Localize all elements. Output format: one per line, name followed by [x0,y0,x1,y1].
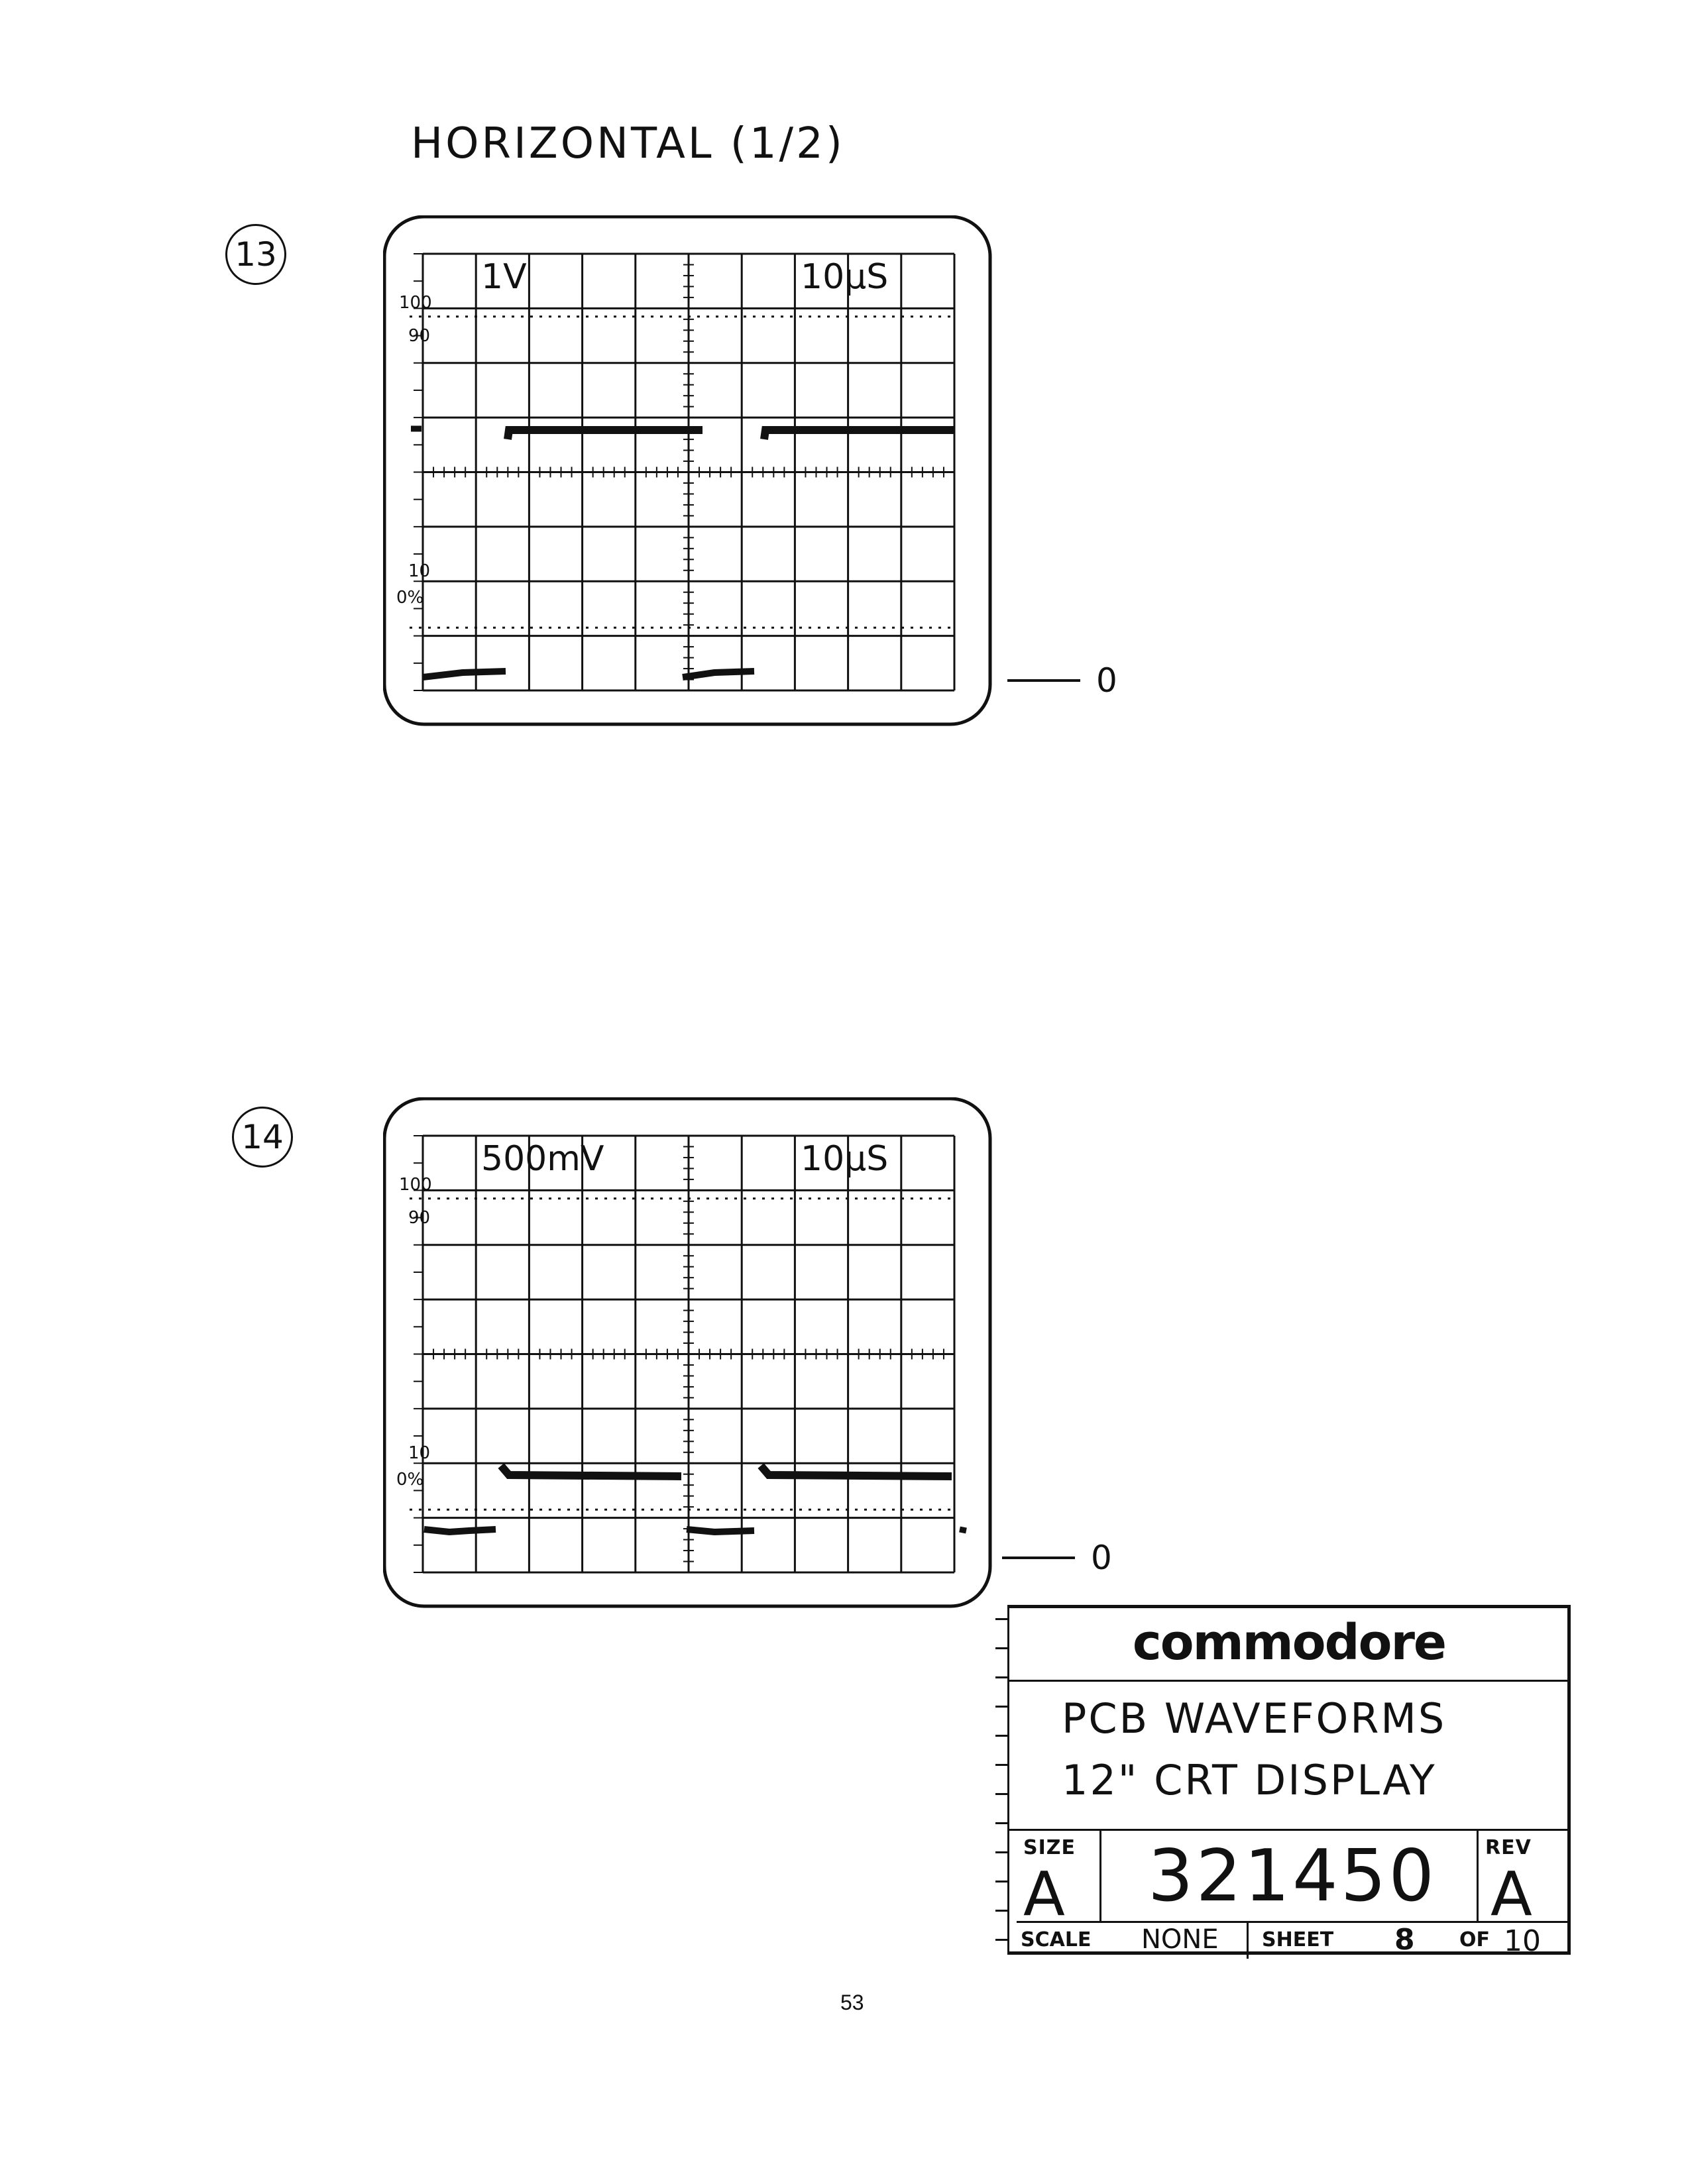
scope-svg-13 [383,215,993,727]
of-value: 10 [1504,1924,1541,1958]
size-cell [1017,1831,1101,1930]
rev-label: REV [1485,1836,1532,1859]
oscilloscope-screen-14 [383,1097,993,1609]
size-value: A [1023,1859,1065,1930]
figure-marker-label: 13 [235,235,277,274]
of-label: OF [1459,1928,1490,1951]
size-label: SIZE [1023,1836,1076,1859]
figure-marker-label: 14 [241,1118,284,1156]
scope-graticule [410,254,954,690]
title-block [1007,1605,1571,1958]
figure-marker-14 [232,1107,293,1168]
waveform-trace [411,429,954,677]
zero-reference-label: 0 [1096,661,1117,700]
title-block-edge-ticks [995,1605,1007,1955]
time-per-div-label: 10µS [801,257,889,297]
grid-label-100: 100 [399,1175,432,1195]
waveform-trace [424,1466,966,1532]
sheet-value: 8 [1394,1923,1415,1957]
volts-per-div-label: 500mV [481,1139,604,1179]
grid-label-100: 100 [399,293,432,313]
scale-value: NONE [1141,1924,1219,1955]
zero-reference-dash [1002,1556,1075,1559]
document-number: 321450 [1147,1835,1437,1918]
page-number: 53 [840,1991,864,2014]
scale-label: SCALE [1021,1928,1092,1951]
sheet-label: SHEET [1262,1928,1334,1951]
grid-label-90: 90 [408,1208,431,1228]
drawing-title-line2: 12" CRT DISPLAY [1062,1756,1437,1804]
title-block-info [1007,1829,1571,1958]
page-heading: HORIZONTAL (1/2) [411,119,845,168]
scope-graticule [410,1136,954,1572]
rev-cell [1477,1831,1571,1930]
scope-svg-14 [383,1097,993,1609]
company-logo: commodore [1132,1613,1446,1671]
drawing-title-line1: PCB WAVEFORMS [1062,1694,1447,1743]
zero-reference-13 [1007,661,1117,700]
figure-marker-13 [225,224,286,285]
rev-value: A [1490,1859,1532,1930]
scale-sheet-row [1017,1921,1571,1957]
zero-reference-label: 0 [1091,1539,1112,1577]
volts-per-div-label: 1V [481,257,527,297]
grid-label-10: 10 [408,561,431,581]
time-per-div-label: 10µS [801,1139,889,1179]
grid-label-10: 10 [408,1443,431,1463]
grid-label-0: 0% [396,588,424,608]
zero-reference-dash [1007,679,1080,682]
oscilloscope-screen-13 [383,215,993,727]
grid-label-90: 90 [408,326,431,346]
grid-label-0: 0% [396,1470,424,1490]
sheet-divider [1247,1923,1249,1959]
zero-reference-14 [1002,1539,1112,1577]
company-logo-row [1007,1605,1571,1682]
